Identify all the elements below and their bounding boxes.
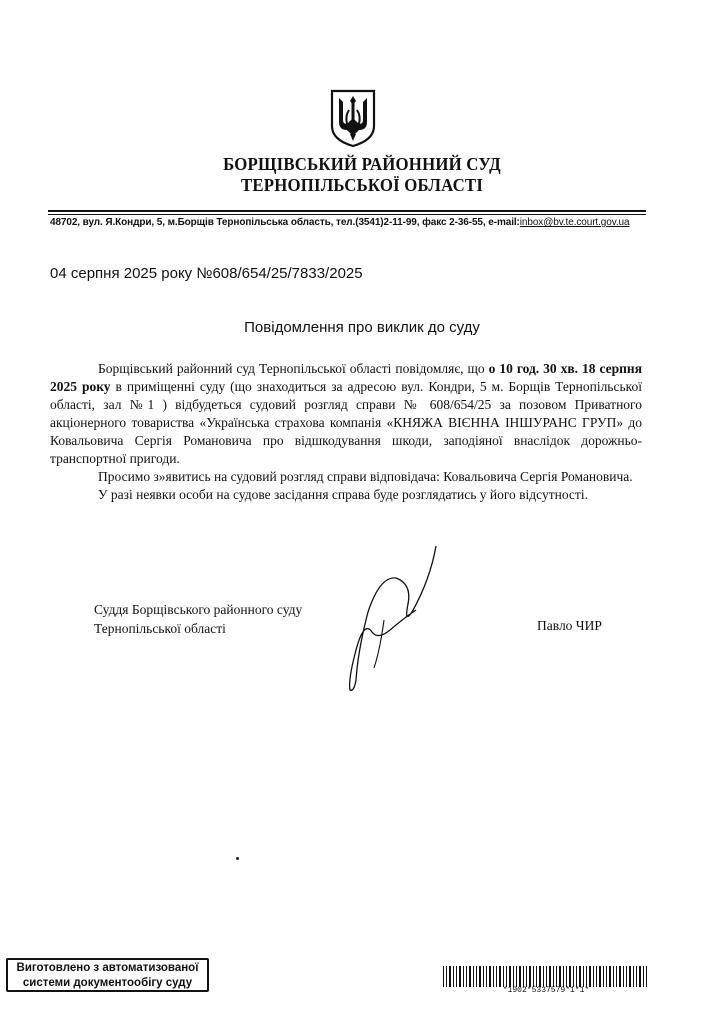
barcode-bar: [583, 966, 584, 987]
barcode-bar: [546, 966, 547, 987]
judge-position-line2: Тернопільської області: [94, 621, 226, 636]
hearing-time: о 10 год. 30 хв. 18 серпня 2025 року: [50, 361, 643, 394]
barcode-bar: [553, 966, 554, 987]
barcode-bar: [633, 966, 634, 987]
judge-position-line1: Суддя Борщівського районного суду: [94, 602, 303, 617]
barcode-bar: [613, 966, 614, 987]
barcode-bar: [579, 966, 581, 987]
stamp-line1: Виготовлено з автоматизованої: [16, 962, 199, 974]
barcode-bar: [563, 966, 564, 987]
barcode-bar: [513, 966, 514, 987]
barcode-bar: [573, 966, 574, 987]
barcode-bar: [603, 966, 604, 987]
p1-intro: Борщівський районний суд Тернопільської області повідомляє, що: [98, 361, 489, 376]
barcode-bar: [629, 966, 631, 987]
barcode-bar: [586, 966, 587, 987]
barcode-bar: [616, 966, 617, 987]
address-text: 48702, вул. Я.Кондри, 5, м.Борщів Тернопільська область, тел.(3541)2-11-99, факс 2-36-55, e-mail:: [50, 217, 520, 228]
paragraph-hearing: [50, 360, 642, 468]
barcode-bar: [449, 966, 451, 987]
judge-name: Павло ЧИР: [537, 618, 602, 633]
barcode-bar: [643, 966, 644, 987]
barcode-number: *1902*5337579*1*1*: [502, 986, 590, 995]
header-divider: [48, 210, 646, 212]
barcode-bar: [526, 966, 527, 987]
barcode-bar: [606, 966, 607, 987]
barcode-bar: [636, 966, 637, 987]
barcode-bar: [493, 966, 494, 987]
handwritten-signature: [320, 540, 450, 700]
document-title: Повідомлення про виклик до суду: [244, 319, 480, 336]
p1-details: в приміщенні суду (що знаходиться за адресою вул. Кондри, 5 м. Борщів Тернопільської області, зал №1 ) відбудеться судовий розгляд справи № 608/654/25 за позовом Приватного акціонерного товариства «Українська страхова компанія «КНЯЖА ВІЄННА ІНШУРАНС ГРУП» до Ковальовича Сергія Романовича про відшкодування шкоди, заподіяної внаслідок дорожньо-транспортної пригоди.: [50, 379, 642, 466]
barcode-bar: [543, 966, 544, 987]
stamp-line2: системи документообігу суду: [22, 977, 193, 989]
document-barcode: [443, 966, 649, 987]
barcode-bar: [596, 966, 597, 987]
barcode-bar: [453, 966, 454, 987]
barcode-bar: [599, 966, 601, 987]
barcode-bar: [483, 966, 484, 987]
barcode-bar: [533, 966, 534, 987]
barcode-bar: [549, 966, 551, 987]
barcode-bar: [566, 966, 567, 987]
barcode-bar: [576, 966, 577, 987]
barcode-bar: [646, 966, 647, 987]
header-divider-thin: [48, 214, 646, 215]
court-name: БОРЩІВСЬКИЙ РАЙОННИЙ СУД: [223, 154, 501, 174]
barcode-bar: [593, 966, 594, 987]
barcode-bar: [476, 966, 477, 987]
barcode-bar: [489, 966, 491, 987]
document-body: [50, 360, 642, 504]
barcode-bar: [446, 966, 447, 987]
barcode-bar: [503, 966, 504, 987]
barcode-bar: [499, 966, 501, 987]
barcode-bar: [539, 966, 541, 987]
barcode-bar: [626, 966, 627, 987]
barcode-bar: [469, 966, 471, 987]
barcode-bar: [479, 966, 481, 987]
barcode-bar: [443, 966, 444, 987]
barcode-bar: [459, 966, 461, 987]
barcode-bar: [456, 966, 457, 987]
barcode-bar: [463, 966, 464, 987]
barcode-bar: [536, 966, 537, 987]
barcode-bar: [516, 966, 517, 987]
barcode-bar: [639, 966, 641, 987]
barcode-bar: [569, 966, 571, 987]
paragraph-request: Просимо з»явитись на судовий розгляд справи відповідача: Ковальовича Сергія Романовича.: [98, 469, 633, 484]
barcode-bar: [559, 966, 561, 987]
barcode-bar: [466, 966, 467, 987]
barcode-bar: [519, 966, 521, 987]
barcode-bar: [523, 966, 524, 987]
barcode-bar: [486, 966, 487, 987]
court-region: ТЕРНОПІЛЬСЬКОЇ ОБЛАСТІ: [240, 175, 484, 195]
barcode-bar: [473, 966, 474, 987]
barcode-bar: [623, 966, 624, 987]
barcode-bar: [506, 966, 507, 987]
barcode-bar: [619, 966, 621, 987]
paragraph-absence: У разі неявки особи на судове засідання справа буде розглядатись у його відсутності.: [98, 487, 588, 502]
barcode-bar: [556, 966, 557, 987]
barcode-bar: [509, 966, 511, 987]
auto-system-stamp: [6, 958, 209, 992]
document-reference: 04 серпня 2025 року №608/654/25/7833/2025: [50, 265, 363, 282]
barcode-bar: [529, 966, 531, 987]
tryzub-coat-of-arms-icon: [329, 88, 377, 148]
barcode-bar: [609, 966, 611, 987]
scan-speck: [236, 857, 239, 860]
judge-position: [94, 600, 302, 638]
barcode-bar: [589, 966, 591, 987]
court-address: [50, 217, 629, 228]
barcode-bar: [496, 966, 497, 987]
email-link[interactable]: inbox@bv.te.court.gov.ua: [519, 217, 630, 228]
